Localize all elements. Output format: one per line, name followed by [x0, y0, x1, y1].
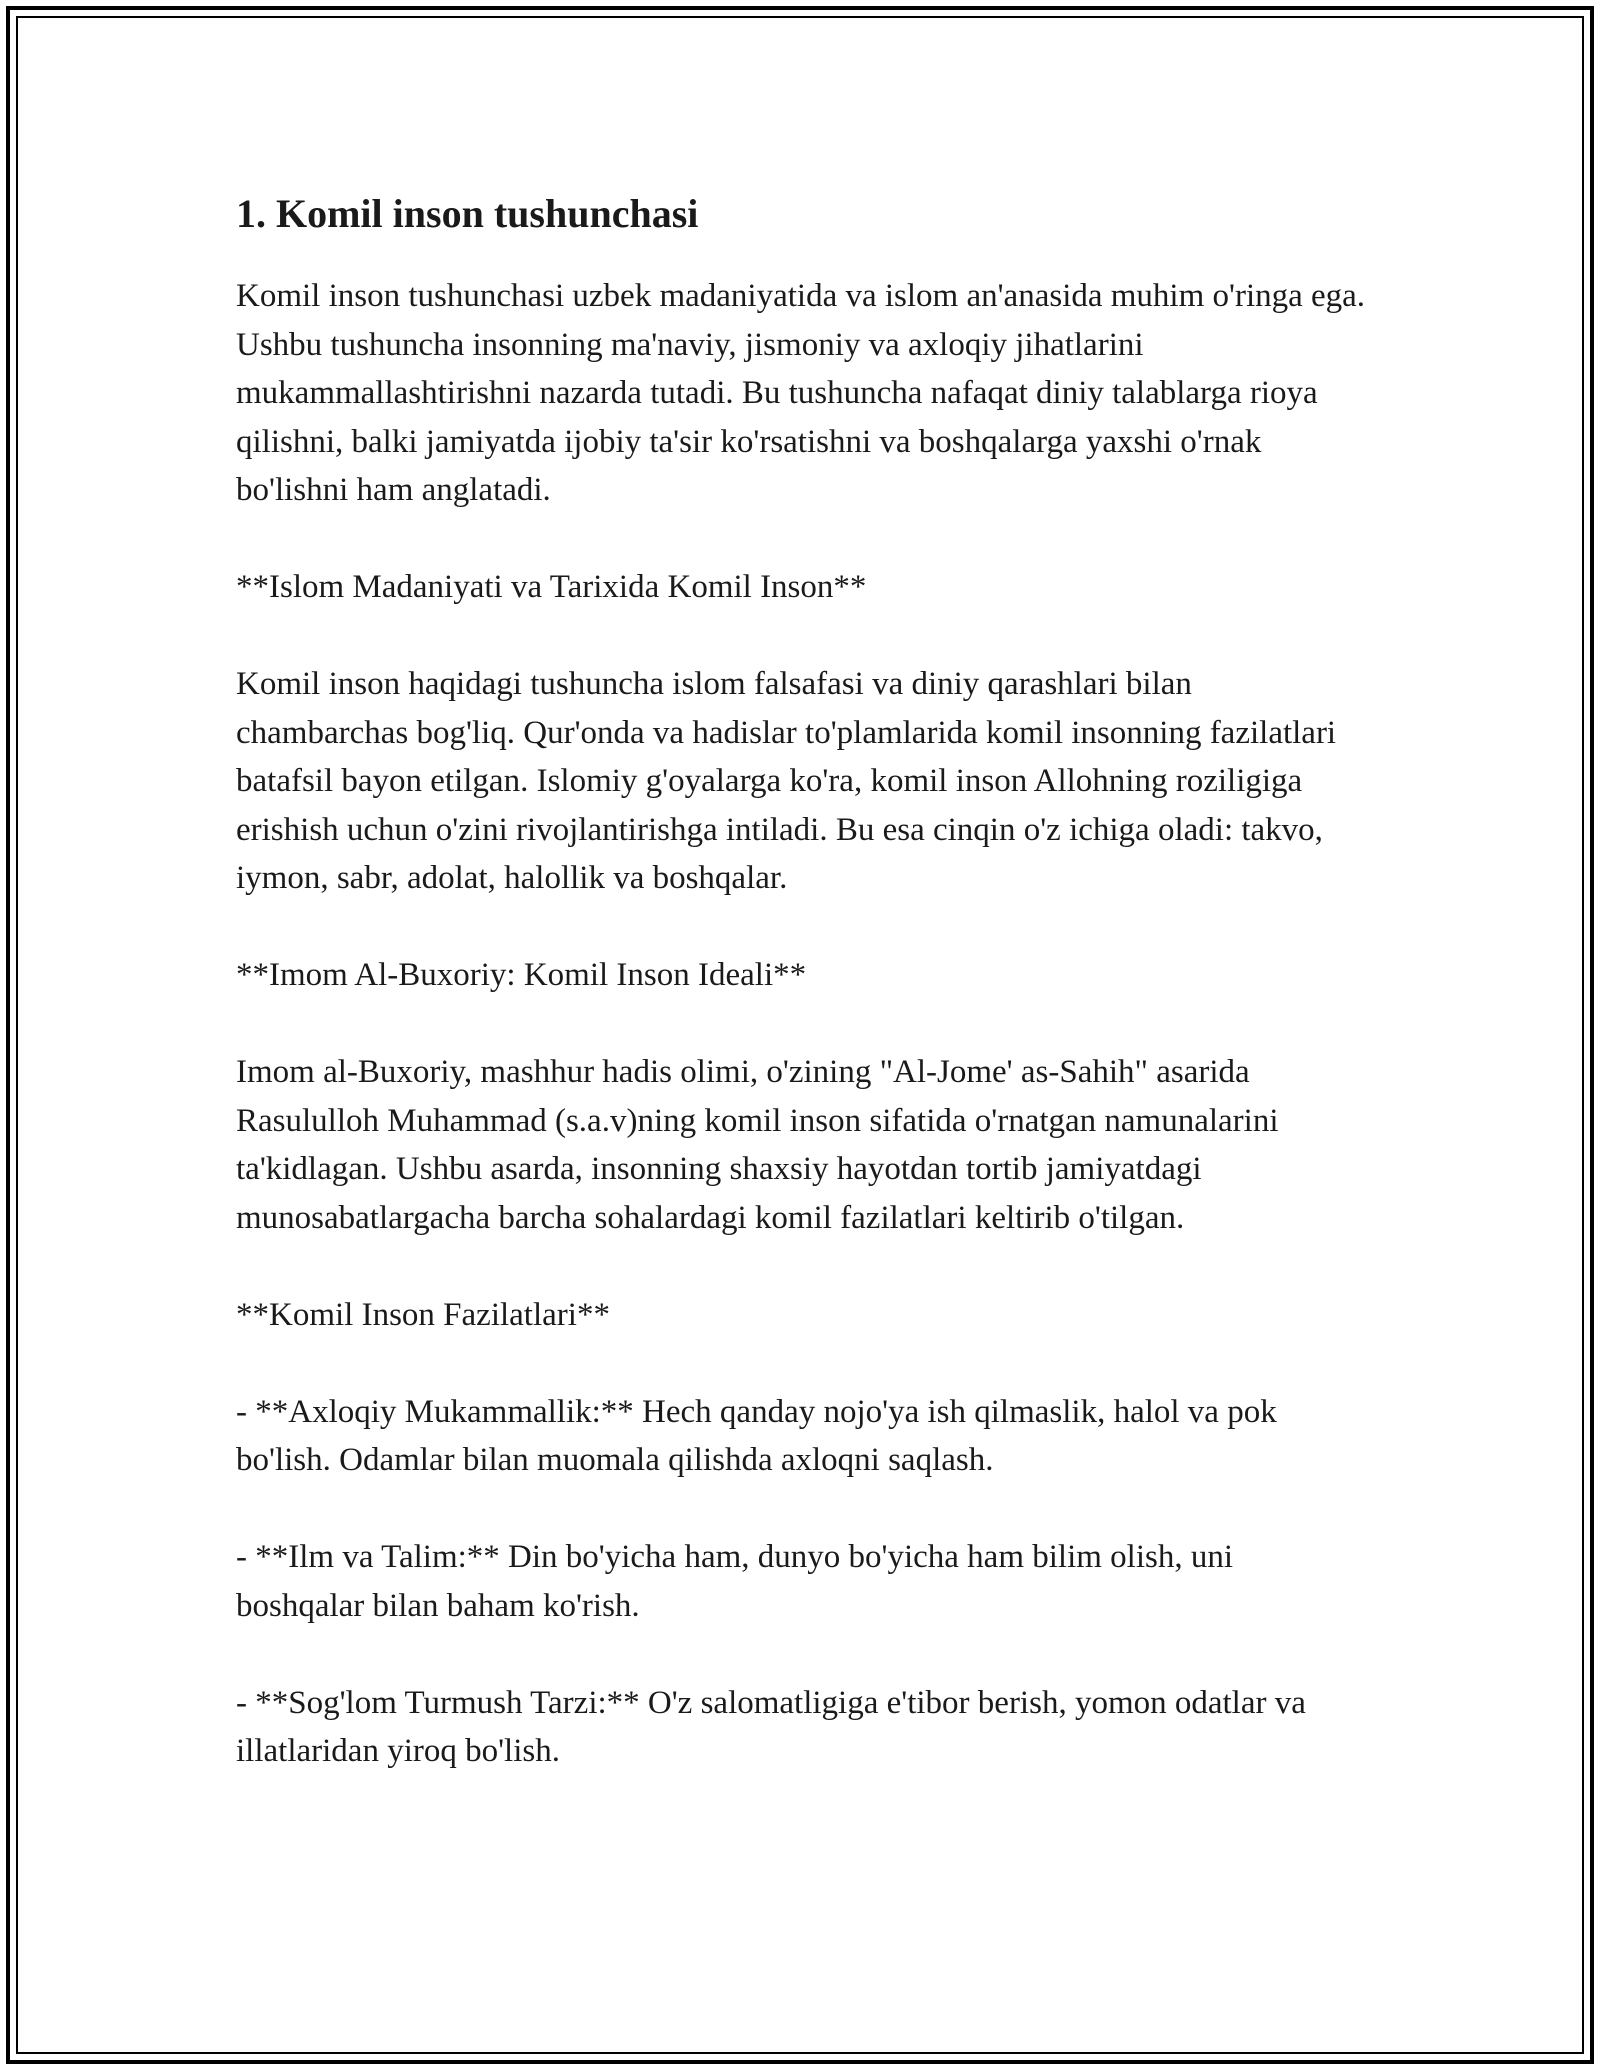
document-title: 1. Komil inson tushunchasi	[236, 191, 699, 236]
document-body	[236, 184, 1366, 1824]
paragraph-intro: Komil inson tushunchasi uzbek madaniyatida va islom an'anasida muhim o'ringa ega. Ushbu tushuncha insonning ma'naviy, jismoniy va axloqiy jihatlarini mukammallashtirishni nazarda tutadi. Bu tushuncha nafaqat diniy talablarga rioya qilishni, balki jamiyatda ijobiy ta'sir ko'rsatishni va boshqalarga yaxshi o'rnak bo'lishni ham anglatadi.	[236, 278, 1366, 508]
list-item-soglom: - **Sog'lom Turmush Tarzi:** O'z salomatligiga e'tibor berish, yomon odatlar va illatlaridan yiroq bo'lish.	[236, 1684, 1306, 1769]
subheading-komil-inson-fazilatlari: **Komil Inson Fazilatlari**	[236, 1296, 610, 1333]
list-item-ilm: - **Ilm va Talim:** Din bo'yicha ham, dunyo bo'yicha ham bilim olish, uni boshqalar bilan baham ko'rish.	[236, 1539, 1234, 1624]
paragraph-islom-falsafasi: Komil inson haqidagi tushuncha islom falsafasi va diniy qarashlari bilan chambarchas bog'liq. Qur'onda va hadislar to'plamlarida komil insonning fazilatlari batafsil bayon etilgan. Islomiy g'oyalarga ko'ra, komil inson Allohning roziligiga erishish uchun o'zini rivojlantirishga intiladi. Bu esa cinqin o'z ichiga oladi: takvo, iymon, sabr, adolat, halollik va boshqalar.	[236, 666, 1337, 896]
subheading-islom-madaniyati: **Islom Madaniyati va Tarixida Komil Inson**	[236, 569, 867, 605]
paragraph-al-buxoriy: Imom al-Buxoriy, mashhur hadis olimi, o'zining "Al-Jome' as-Sahih" asarida Rasululloh Muhammad (s.a.v)ning komil inson sifatida o'rnatgan namunalarini ta'kidlagan. Ushbu asarda, insonning shaxsiy hayotdan tortib jamiyatdagi munosabatlargacha barcha sohalardagi komil fazilatlari keltirib o'tilgan.	[236, 1054, 1279, 1236]
subheading-imom-al-buxoriy: **Imom Al-Buxoriy: Komil Inson Ideali**	[236, 957, 807, 993]
list-item-axloqiy: - **Axloqiy Mukammallik:** Hech qanday nojo'ya ish qilmaslik, halol va pok bo'lish. Odamlar bilan muomala qilishda axloqni saqlash.	[236, 1393, 1277, 1478]
